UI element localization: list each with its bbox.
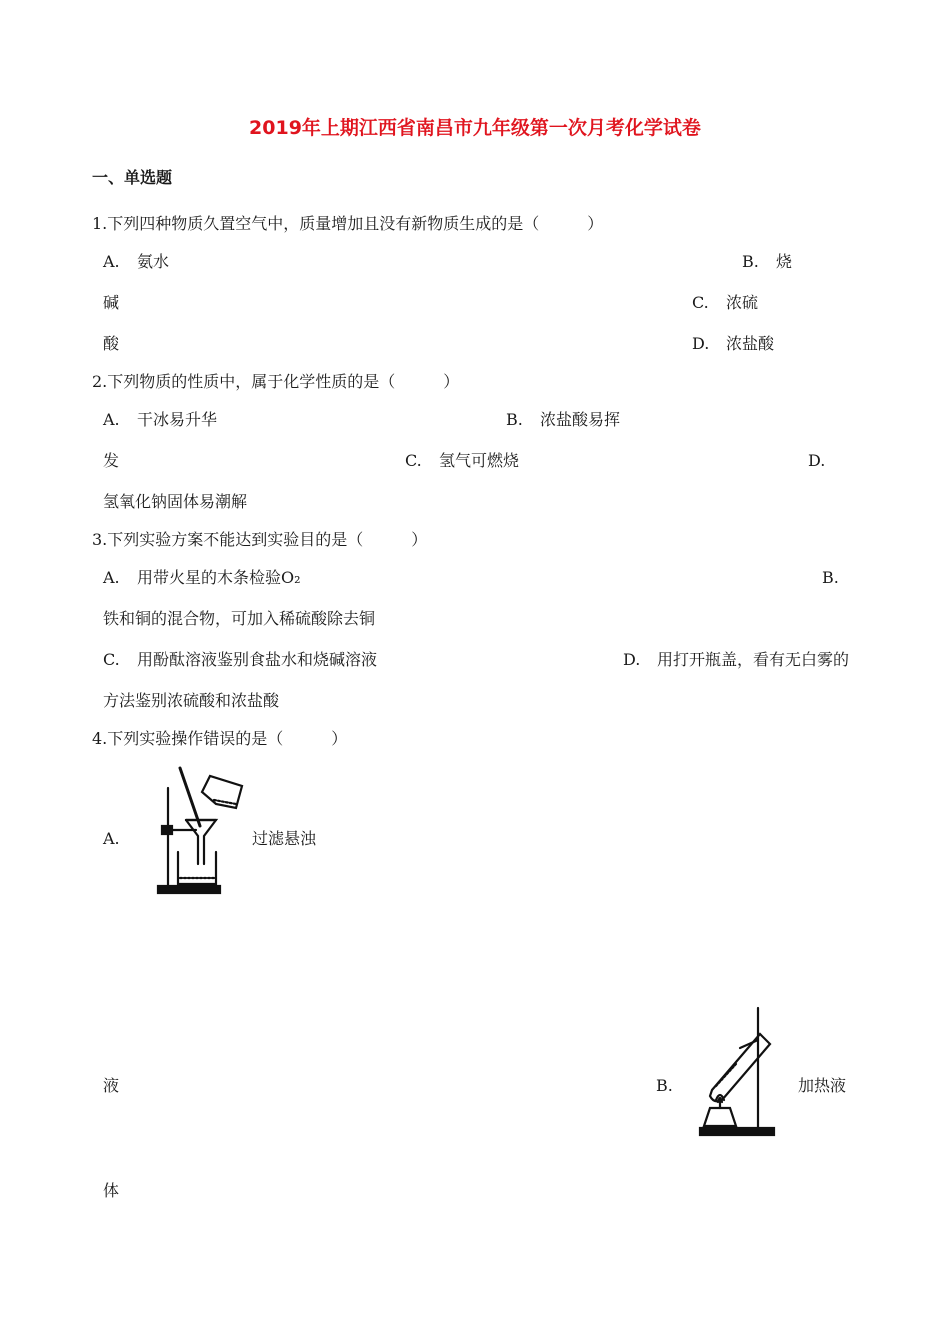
q1-option-b-text-cont: 碱 bbox=[103, 293, 120, 312]
q1-option-c[interactable] bbox=[692, 293, 758, 313]
question-4-stem: 4.下列实验操作错误的是（ ） bbox=[92, 729, 348, 748]
q3-option-c-letter: C. bbox=[103, 650, 120, 669]
q2-option-b[interactable] bbox=[506, 410, 620, 430]
q1-option-c-text-cont: 酸 bbox=[103, 334, 120, 353]
q1-option-b-text: 烧 bbox=[776, 252, 793, 271]
q3-option-a-letter: A. bbox=[103, 568, 120, 587]
q4-option-b[interactable] bbox=[656, 1076, 690, 1096]
q4-option-a-text: 过滤悬浊 bbox=[252, 829, 317, 848]
q3-option-d-text: 用打开瓶盖，看有无白雾的 bbox=[657, 650, 850, 669]
q2-option-b-text-cont: 发 bbox=[103, 451, 120, 470]
q2-option-a-letter: A. bbox=[103, 410, 120, 429]
q1-option-a-text: 氨水 bbox=[137, 252, 170, 271]
q1-option-d-text: 浓盐酸 bbox=[726, 334, 775, 353]
q3-option-d-text-cont: 方法鉴别浓硫酸和浓盐酸 bbox=[103, 691, 280, 710]
q1-option-b-letter: B. bbox=[742, 252, 759, 271]
q2-option-d[interactable] bbox=[808, 451, 842, 471]
q2-option-c[interactable] bbox=[405, 451, 519, 471]
q3-option-a-text: 用带火星的木条检验O₂ bbox=[137, 568, 301, 587]
q3-option-a[interactable] bbox=[103, 568, 301, 588]
q1-option-b[interactable] bbox=[742, 252, 792, 272]
q3-option-b[interactable] bbox=[822, 568, 856, 588]
q4-option-b-letter: B. bbox=[656, 1076, 673, 1095]
q2-option-b-text: 浓盐酸易挥 bbox=[540, 410, 621, 429]
q4-option-b-text: 加热液 bbox=[798, 1076, 847, 1095]
q4-option-a-letter: A. bbox=[103, 829, 120, 848]
q1-option-c-text: 浓硫 bbox=[726, 293, 759, 312]
q1-option-c-letter: C. bbox=[692, 293, 709, 312]
q2-option-c-letter: C. bbox=[405, 451, 422, 470]
q3-option-d-letter: D. bbox=[623, 650, 641, 669]
q2-option-d-text: 氢氧化钠固体易潮解 bbox=[103, 492, 248, 511]
q3-option-b-letter: B. bbox=[822, 568, 839, 587]
q3-option-d[interactable] bbox=[623, 650, 849, 670]
section-heading: 一、单选题 bbox=[92, 168, 173, 187]
q2-option-d-letter: D. bbox=[808, 451, 826, 470]
question-2-stem: 2.下列物质的性质中，属于化学性质的是（ ） bbox=[92, 372, 460, 391]
q3-option-b-text: 铁和铜的混合物，可加入稀硫酸除去铜 bbox=[103, 609, 376, 628]
q2-option-c-text: 氢气可燃烧 bbox=[439, 451, 520, 470]
q1-option-d-letter: D. bbox=[692, 334, 710, 353]
q1-option-d[interactable] bbox=[692, 334, 774, 354]
q3-option-c[interactable] bbox=[103, 650, 377, 670]
q4-option-a-text-cont: 液 bbox=[103, 1076, 120, 1095]
q2-option-b-letter: B. bbox=[506, 410, 523, 429]
q2-option-a-text: 干冰易升华 bbox=[137, 410, 218, 429]
q4-option-b-text-cont: 体 bbox=[103, 1181, 120, 1200]
heating-liquid-apparatus-image bbox=[690, 1004, 780, 1140]
q3-option-c-text: 用酚酞溶液鉴别食盐水和烧碱溶液 bbox=[137, 650, 378, 669]
page-title: 2019年上期江西省南昌市九年级第一次月考化学试卷 bbox=[249, 117, 701, 139]
q1-option-a[interactable] bbox=[103, 252, 169, 272]
q4-option-a[interactable] bbox=[103, 829, 137, 849]
question-1-stem: 1.下列四种物质久置空气中，质量增加且没有新物质生成的是（ ） bbox=[92, 214, 604, 233]
q2-option-a[interactable] bbox=[103, 410, 217, 430]
q1-option-a-letter: A. bbox=[103, 252, 120, 271]
filtration-apparatus-image bbox=[150, 760, 246, 898]
question-3-stem: 3.下列实验方案不能达到实验目的是（ ） bbox=[92, 530, 428, 549]
